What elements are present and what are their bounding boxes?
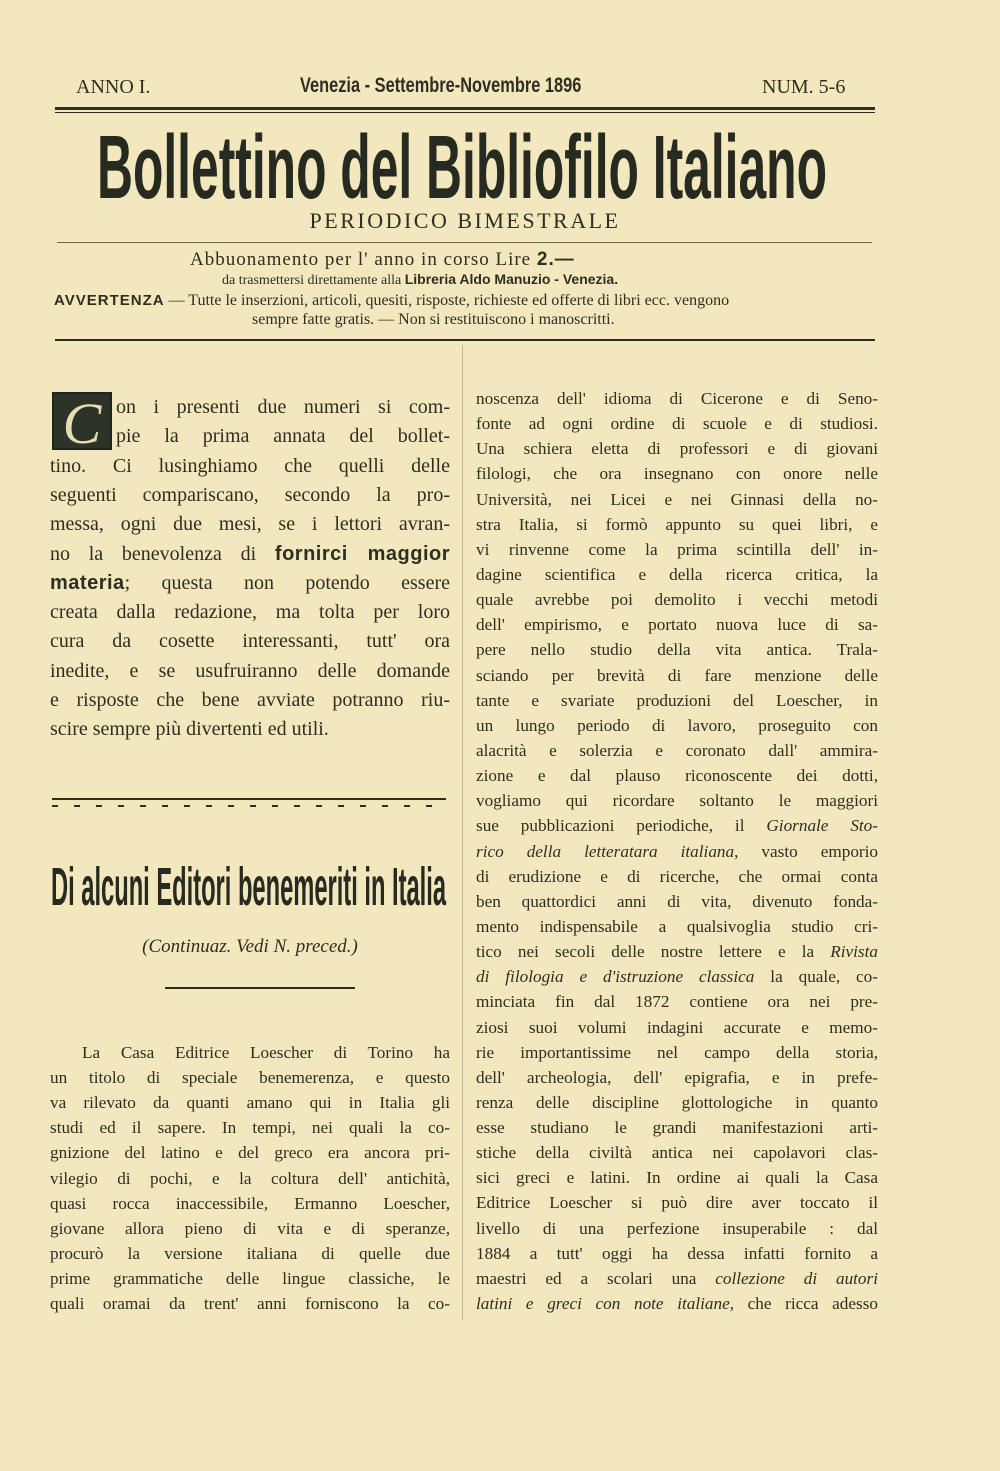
text-run: e risposte che bene avviate potranno riu-	[50, 689, 450, 711]
text-run: scire sempre più divertenti ed utili.	[50, 718, 329, 741]
text-run: studi ed il sapere. In tempi, nei quali la co-	[50, 1118, 450, 1138]
text-line	[116, 425, 450, 448]
ornamental-rule	[52, 798, 446, 810]
text-line	[476, 1269, 878, 1289]
text-run: tico nei secoli delle nostre lettere e la	[476, 942, 831, 962]
text-run: dell' empirismo, e portato nuova luce di sa-	[476, 615, 878, 635]
text-run: ,	[465, 292, 474, 309]
masthead-title-text: Bollettino del Bibliofilo Italiano	[97, 125, 827, 205]
text-run: fonte ad ogni ordine di scuole e di studiosi.	[476, 414, 878, 434]
text-run: Una schiera eletta di professori e di giovani	[476, 439, 878, 459]
text-line	[476, 1168, 878, 1188]
text-run: Editrice Loescher si può dire aver toccato il	[476, 1193, 878, 1213]
text-run: vogliamo qui ricordare soltanto le maggiori	[476, 791, 878, 811]
text-run: zione e dal plauso riconoscente dei dotti,	[476, 766, 878, 786]
subscription-price: 2.—	[536, 249, 575, 270]
text-line	[476, 515, 878, 535]
notice-line-2	[252, 311, 615, 329]
text-run: seguenti compariscano, secondo la pro-	[50, 483, 450, 506]
bold-text: materia	[50, 571, 125, 594]
text-run: giovane allora pieno di vita e di speranze,	[50, 1218, 450, 1238]
text-run: — Non si restituiscono i manoscritti.	[374, 311, 615, 328]
text-run: creata dalla redazione, ma tolta per loro	[50, 601, 450, 624]
text-line	[116, 396, 450, 419]
text-line	[476, 464, 878, 484]
text-line	[50, 1093, 450, 1113]
text-run: vilegio di pochi, e la coltura dell' antichità,	[50, 1168, 450, 1188]
text-run: alacrità e solerzia e coronato dall' ammira-	[476, 740, 878, 760]
text-line	[476, 967, 878, 987]
volume-label: ANNO I.	[76, 76, 151, 98]
dropcap-letter: C	[62, 391, 102, 456]
italic-text: collezione di autori	[715, 1268, 878, 1288]
text-line	[476, 691, 878, 711]
text-run: prime grammatiche delle lingue classiche, le	[50, 1268, 450, 1288]
text-line	[476, 565, 878, 585]
text-line	[50, 660, 450, 683]
text-line	[476, 867, 878, 887]
italic-text: rico della letteratara italiana	[476, 841, 735, 861]
double-rule-bottom	[55, 112, 875, 113]
text-run: vi rinvenne come la prima scintilla dell' in-	[476, 539, 878, 559]
text-run: rie importantissime nel campo della storia,	[476, 1042, 878, 1062]
text-run: pie la prima annata del bollet-	[116, 425, 450, 448]
text-line	[476, 791, 878, 811]
text-line	[476, 741, 878, 761]
text-run: quasi rocca inaccessibile, Ermanno Loescher,	[50, 1193, 450, 1213]
text-run: stiche della civiltà antica nei capolavori clas-	[476, 1143, 878, 1163]
text-run: esse studiano le grandi manifestazioni arti-	[476, 1118, 878, 1138]
text-line	[50, 1169, 450, 1189]
ornamental-dropcap	[52, 391, 112, 456]
text-run: tante e svariate produzioni del Loescher, in	[476, 690, 878, 710]
text-run: pere nello studio della vita antica. Trala-	[476, 640, 878, 660]
text-line	[476, 389, 878, 409]
text-line	[82, 1043, 450, 1063]
text-run: dagine scientifica e della ricerca critica, la	[476, 564, 878, 584]
notice-line-1	[54, 292, 729, 310]
text-line	[50, 513, 450, 536]
text-line	[476, 716, 878, 736]
notice-label: AVVERTENZA	[54, 292, 165, 309]
text-run: 1884 a tutt' oggi ha dessa infatti fornito a	[476, 1243, 878, 1263]
text-run: ed	[528, 292, 552, 309]
text-run: noscenza dell' idioma di Cicerone e di Seno-	[476, 389, 878, 408]
text-run: — Tutte le inserzioni,	[164, 292, 313, 309]
subscription-line	[190, 249, 575, 271]
text-line	[476, 490, 878, 510]
italic-text: richieste	[473, 292, 529, 309]
continuation-note: (Continuaz. Vedi N. preced.)	[142, 936, 358, 957]
place-date	[300, 74, 661, 98]
text-run: filologi, che ora insegnano con onore nelle	[476, 464, 878, 484]
text-run: renza delle discipline glottologiche in quanto	[476, 1092, 878, 1112]
text-run: sue pubblicazioni periodiche, il	[476, 816, 767, 836]
text-line	[50, 1219, 450, 1239]
italic-text: risposte	[416, 292, 466, 309]
send-to-line	[222, 271, 618, 289]
text-line	[476, 1294, 878, 1314]
article-headline-text: Di alcuni Editori benemeriti in Italia	[51, 858, 447, 910]
text-run: mento indispensabile a qualsivoglia studio cri-	[476, 916, 878, 936]
text-run: stra Italia, si formò appunto su quei libri, e	[476, 514, 878, 534]
subscription-text: Abbuonamento per l' anno in corso Lire	[190, 249, 532, 270]
text-run: inedite, e se usufruiranno delle domande	[50, 659, 450, 682]
text-run: ; questa non potendo essere	[124, 571, 450, 594]
text-run: procurò la versione italiana di quelle due	[50, 1243, 450, 1263]
text-run: sempre fatte	[252, 311, 335, 328]
send-to-prefix: da trasmettersi direttamente alla	[222, 273, 402, 288]
text-line	[476, 917, 878, 937]
text-run: di erudizione e di ricerche, che ormai conta	[476, 866, 878, 886]
text-line	[50, 1194, 450, 1214]
place-date-text: Venezia - Settembre-Novembre 1896	[300, 74, 582, 97]
text-run: tino. Ci lusinghiamo che quelli delle	[50, 454, 450, 477]
text-line	[50, 543, 450, 566]
text-run: sciando per brevità di fare menzione delle	[476, 665, 878, 685]
text-run: maestri ed a scolari una	[476, 1268, 716, 1288]
text-run: la quale, co-	[754, 967, 878, 987]
text-run: ,	[357, 292, 366, 309]
text-line	[476, 439, 878, 459]
text-line	[50, 1294, 450, 1314]
text-line	[476, 615, 878, 635]
text-line	[476, 992, 878, 1012]
text-line	[50, 572, 450, 595]
text-line	[476, 1143, 878, 1163]
text-run: di libri ecc. vengono	[593, 292, 730, 309]
text-run: cura da cosette interessanti, tutt' ora	[50, 630, 450, 653]
italic-text: Giornale Sto-	[766, 816, 879, 836]
periodical-subtitle: PERIODICO BIMESTRALE	[309, 208, 621, 233]
text-run: no la benevolenza di	[50, 542, 275, 565]
text-line	[476, 1244, 878, 1264]
text-line	[50, 1118, 450, 1138]
text-line	[476, 842, 878, 862]
text-line	[50, 1068, 450, 1088]
italic-text: di filologia e d'istruzione classica	[476, 967, 755, 987]
text-line	[476, 1043, 878, 1063]
text-run: on i presenti due numeri si com-	[116, 396, 450, 418]
italic-text: quesiti	[365, 292, 409, 309]
masthead-bottom-rule	[55, 339, 875, 341]
text-line	[476, 414, 878, 434]
text-run: livello di una perfezione insuperabile : dal	[476, 1218, 878, 1238]
issue-number: NUM. 5-6	[762, 76, 846, 98]
italic-text: latini e greci con note italiane	[476, 1294, 730, 1314]
text-run: messa, ogni due mesi, se i lettori avran-	[50, 513, 450, 536]
column-divider	[462, 345, 463, 1320]
text-run: , vasto emporio	[734, 841, 879, 861]
text-line	[50, 689, 450, 712]
text-line	[50, 718, 450, 741]
text-line	[50, 1269, 450, 1289]
text-line	[50, 1143, 450, 1163]
text-run: La Casa Editrice Loescher di Torino ha	[82, 1043, 450, 1062]
text-run: Università, nei Licei e nei Ginnasi della no-	[476, 489, 878, 509]
text-line	[476, 1018, 878, 1038]
text-run: va rilevato da quanti amano qui in Italia gli	[50, 1093, 450, 1113]
text-run: dell' archeologia, dell' epigrafia, e in prefe-	[476, 1067, 878, 1087]
text-line	[476, 640, 878, 660]
text-line	[476, 540, 878, 560]
text-line	[476, 666, 878, 686]
text-line	[50, 1244, 450, 1264]
text-run: ben quattordici anni di vita, divenuto fonda-	[476, 891, 878, 911]
text-line	[476, 590, 878, 610]
text-run: un lungo periodo di lavoro, proseguito con	[476, 715, 878, 735]
text-run: minciata fin dal 1872 contiene ora nei pre-	[476, 992, 878, 1012]
text-line	[50, 630, 450, 653]
text-run: , che ricca adesso	[729, 1294, 878, 1314]
text-line	[50, 601, 450, 624]
text-run: gnizione del latino e del greco era ancora pri-	[50, 1143, 450, 1163]
text-line	[50, 484, 450, 507]
masthead-title	[95, 125, 831, 205]
text-line	[476, 1118, 878, 1138]
double-rule-top	[55, 107, 875, 110]
send-to-bookshop: Libreria Aldo Manuzio - Venezia.	[404, 271, 619, 287]
bold-text: gratis.	[334, 311, 375, 328]
notice-text-1	[165, 292, 730, 309]
text-line	[476, 1219, 878, 1239]
italic-text: articoli	[312, 292, 358, 309]
text-line	[476, 892, 878, 912]
text-run: un titolo di speciale benemerenza, e questo	[50, 1068, 450, 1088]
bold-text: fornirci maggior	[274, 542, 450, 565]
text-run: quali oramai da trent' anni forniscono la co-	[50, 1294, 450, 1313]
short-rule	[165, 987, 355, 989]
text-run: sici greci e latini. In ordine ai quali la Casa	[476, 1168, 878, 1188]
text-run: quale avrebbe poi demolito i vecchi metodi	[476, 590, 878, 610]
italic-text: offerte	[551, 292, 594, 309]
text-line	[476, 1093, 878, 1113]
text-line	[476, 1193, 878, 1213]
article-headline	[50, 858, 448, 910]
text-line	[476, 1068, 878, 1088]
divider	[57, 242, 872, 243]
text-run: ziosi suoi volumi indagini accurate e memo-	[476, 1017, 878, 1037]
text-line	[476, 766, 878, 786]
text-line	[476, 942, 878, 962]
text-line	[50, 455, 450, 478]
text-run: ,	[408, 292, 417, 309]
text-line	[476, 816, 878, 836]
italic-text: Rivista	[830, 942, 878, 962]
